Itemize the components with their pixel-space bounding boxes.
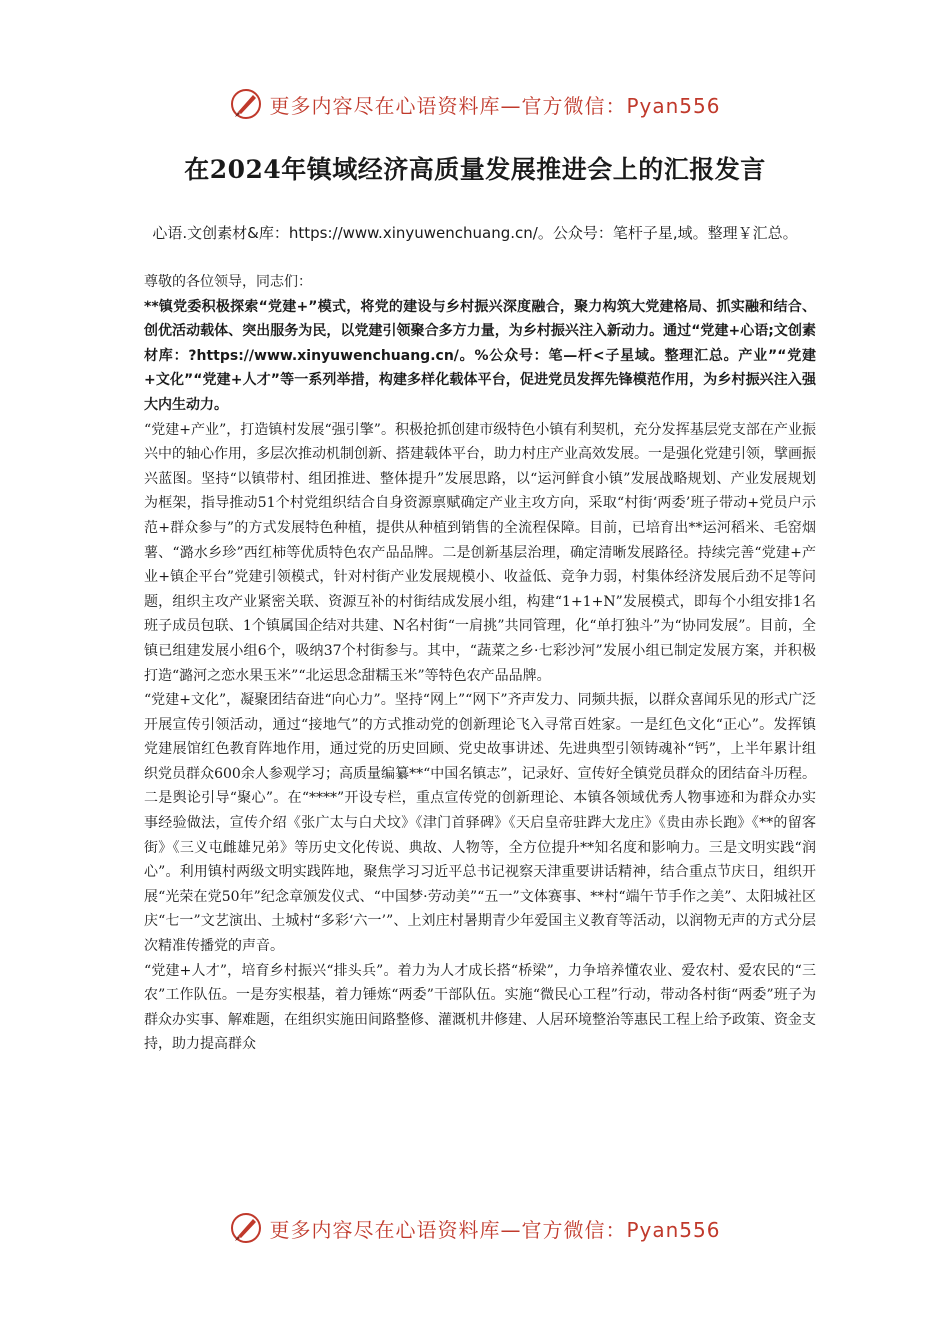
banner-text: 更多内容尽在心语资料库—官方微信：Pyan556 [269, 1217, 721, 1242]
body-paragraph-culture: “党建+文化”，凝聚团结奋进“向心力”。坚持“网上”“网下”齐声发力、同频共振，以群众喜闻乐见的形式广泛开展宣传引领活动，通过“接地气”的方式推动党的创新理论飞入寻常百姓家。一是红色文化“正心”。发挥镇党建展馆红色教育阵地作用，通过党的历史回顾、党史故事讲述、先进典型引领铸魂补“钙”，上半年累计组织党员群众600余人参观学习；高质量编纂**“中国名镇志”，记录好、宣传好全镇党员群众的团结奋斗历程。二是舆论引导“聚心”。在“****”开设专栏，重点宣传党的创新理论、本镇各领域优秀人物事迹和为群众办实事经验做法，宣传介绍《张广太与白犬坟》《津门首驿碑》《天启皇帝驻跸大龙庄》《贵由赤长跑》《**的留客街》《三义屯雌雄兄弟》等历史文化传说、典故、人物等，全方位提升**知名度和影响力。三是文明实践“润心”。利用镇村两级文明实践阵地，聚焦学习习近平总书记视察天津重要讲话精神，结合重点节庆日，组织开展“光荣在党50年”纪念章颁发仪式、“中国梦·劳动美”“五一”文体赛事、**村“端午节手作之美”、太阳城社区庆“七一”文艺演出、土城村“多彩‘六一’”、上刘庄村暑期青少年爱国主义教育等活动，以润物无声的方式分层次精准传播党的声音。 [144, 692, 816, 955]
document-body [144, 270, 816, 1057]
document-title: 在2024年镇域经济高质量发展推进会上的汇报发言 [184, 155, 766, 184]
banner-text: 更多内容尽在心语资料库—官方微信：Pyan556 [269, 93, 721, 118]
intro-paragraph: **镇党委积极探索“党建+”模式，将党的建设与乡村振兴深度融合，聚力构筑大党建格局、抓实融和结合、创优活动载体、突出服务为民，以党建引领聚合多方力量，为乡村振兴注入新动力。通过“党建+心语;文创素材库：?https://www.xinyuwenchuang.cn/。%公众号：笔—杆<子星域。整理汇总。产业”“党建+文化”“党建+人才”等一系列举措，构建多样化载体平台，促进党员发挥先锋模范作用，为乡村振兴注入强大内生动力。 [144, 298, 816, 413]
header-watermark-banner [0, 82, 950, 126]
footer-watermark-banner [0, 1206, 950, 1250]
body-paragraph-talent: “党建+人才”，培育乡村振兴“排头兵”。着力为人才成长搭“桥梁”，力争培养懂农业、爱农村、爱农民的“三农”工作队伍。一是夯实根基，着力锤炼“两委”干部队伍。实施“微民心工程”行动，带动各村街“两委”班子为群众办实事、解难题，在组织实施田间路整修、灌溉机井修建、人居环境整治等惠民工程上给予政策、资金支持，助力提高群众 [144, 962, 816, 1053]
body-paragraph-industry: “党建+产业”，打造镇村发展“强引擎”。积极抢抓创建市级特色小镇有利契机，充分发挥基层党支部在产业振兴中的轴心作用，多层次推动机制创新、搭建载体平台，助力村庄产业高效发展。一是强化党建引领，擘画振兴蓝图。坚持“以镇带村、组团推进、整体提升”发展思路，以“运河鲜食小镇”发展战略规划、产业发展规划为框架，指导推动51个村党组织结合自身资源禀赋确定产业主攻方向，采取“村街‘两委’班子带动+党员户示范+群众参与”的方式发展特色种植，提供从种植到销售的全流程保障。目前，已培育出**运河稻米、毛窑烟薯、“潞水乡珍”西红柿等优质特色农产品品牌。二是创新基层治理，确定清晰发展路径。持续完善“党建+产业+镇企平台”党建引领模式，针对村街产业发展规模小、收益低、竞争力弱，村集体经济发展后劲不足等问题，组织主攻产业紧密关联、资源互补的村街结成发展小组，构建“1+1+N”发展模式，即每个小组安排1名班子成员包联、1个镇属国企结对共建、N名村街“一肩挑”共同管理，化“单打独斗”为“协同发展”。目前，全镇已组建发展小组6个，吸纳37个村街参与。其中，“蔬菜之乡·七彩沙河”发展小组已制定发展方案，并积极打造“潞河之恋水果玉米”“北运思念甜糯玉米”等特色农产品品牌。 [144, 421, 816, 684]
quill-pen-logo-icon [229, 1211, 263, 1245]
quill-pen-logo-icon [229, 87, 263, 121]
salutation: 尊敬的各位领导，同志们： [144, 274, 312, 290]
source-line: 心语.文创素材&库：https://www.xinyuwenchuang.cn/。公众号：笔杆子星,域。整理￥汇总。 [152, 224, 798, 242]
